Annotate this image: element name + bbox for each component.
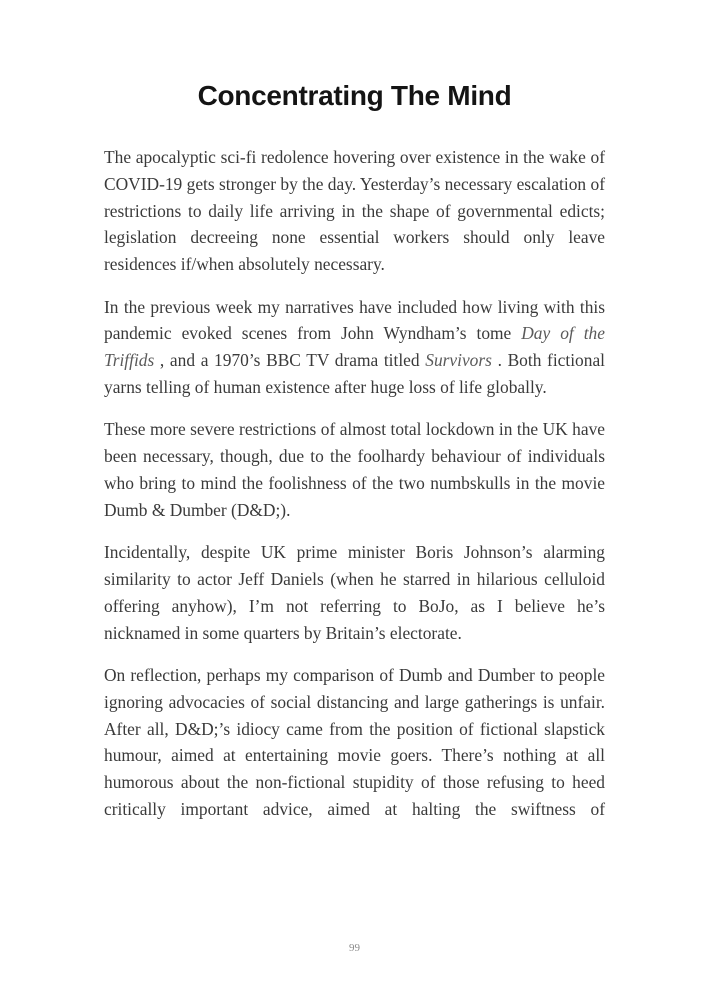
page-number: 99 [349,942,360,954]
paragraph-2-text-middle: , and a 1970’s BBC TV drama titled [154,350,426,371]
paragraph-2 [104,294,605,401]
tv-drama-title: Survivors [425,350,492,371]
paragraph-4: Incidentally, despite UK prime minister Boris Johnson’s alarming similarity to actor Jeff Daniels (when he starred in hilarious celluloid offering anyhow), I’m not referring to BoJo, as I believe he’s nicknamed in some quarters by Britain’s electorate. [104,542,605,643]
body-text [104,144,605,838]
paragraph-3: These more severe restrictions of almost total lockdown in the UK have been necessary, though, due to the foolhardy behaviour of individuals who bring to mind the foolishness of the two numbskulls in the movie Dumb & Dumber (D&D;). [104,419,605,520]
book-title: Day of the Triffids [104,323,605,371]
paragraph-2-text-end: . Both fictional yarns telling of human existence after huge loss of life globally. [104,350,605,397]
paragraph-5: On reflection, perhaps my comparison of Dumb and Dumber to people ignoring advocacies of social distancing and large gatherings is unfair. After all, D&D;’s idiocy came from the position of fictional slapstick humour, aimed at entertaining movie goers. There’s nothing at all humorous about the non-fictional stupidity of those refusing to heed critically important advice, aimed at halting the swiftness of [104,664,605,819]
paragraph-1: The apocalyptic sci-fi redolence hovering over existence in the wake of COVID-19 gets stronger by the day. Yesterday’s necessary escalation of restrictions to daily life arriving in the shape of governmental edicts; legislation decreeing none essential workers should only leave residences if/when absolutely necessary. [104,147,605,275]
page-title: Concentrating The Mind [197,80,512,111]
paragraph-2-text-start: In the previous week my narratives have included how living with this pandemic evoked scenes from John Wyndham’s tome [104,296,605,344]
